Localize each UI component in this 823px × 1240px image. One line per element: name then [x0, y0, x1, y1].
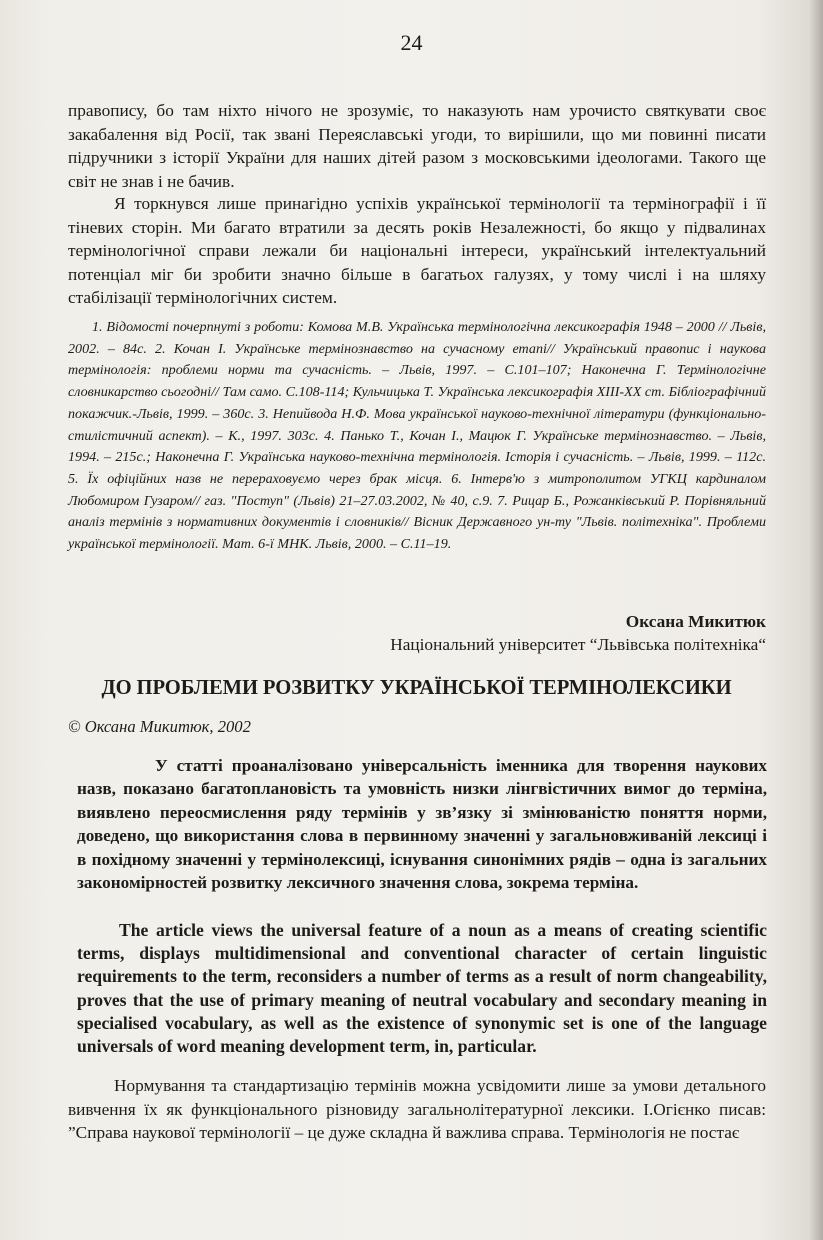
- continuation-paragraph: правопису, бо там ніхто нічого не зрозуміє, то наказують нам урочисто святкувати своє закабалення від Росії, так звані Переяславські угоди, то вирішили, що ми повинні писати підручники з історії України для наших дітей разом з московськими ідеологами. Такого ще світ не знав і не бачив.: [68, 101, 766, 191]
- author-block: [390, 610, 766, 656]
- article-body-start: Нормування та стандартизацію термінів можна усвідомити лише за умови детального вивчення їх як функціонального різновиду загальнолітературної лексики. І.Огієнко писав: ”Справа наукової термінології – це дуже складна й важлива справа. Термінологія не постає: [68, 1076, 766, 1143]
- page-edge-shadow: [809, 0, 823, 1240]
- copyright-line: © Оксана Микитюк, 2002: [68, 717, 251, 736]
- references-list: 1. Відомості почерпнуті з роботи: Комова М.В. Українська термінологічна лексикографія 1948 – 2000 // Львів, 2002. – 84с. 2. Кочан І. Українське термінознавство на сучасному етапі// Український правопис і наукова термінологія: проблеми норми та сучасність. – Львів, 1997. – С.101–107; Наконечна Г. Термінологічне словникарство сьогодні// Там само. С.108-114; Кульчицька Т. Українська лексикографія ХІІІ-ХХ ст. Бібліографічний покажчик.-Львів, 1999. – 360с. 3. Непийвода Н.Ф. Мова української науково-технічної літератури (функціонально-стилістичний аспект). – К., 1997. 303с. 4. Панько Т., Кочан І., Мацюк Г. Українське термінознавство. – Львів, 1994. – 215с.; Наконечна Г. Українська науково-технічна термінологія. Історія і сучасність. – Львів, 1999. – 112с. 5. Їх офіційних назв не перераховуємо через брак місця. 6. Інтерв'ю з митрополитом УГКЦ кардиналом Любомиром Гузаром// газ. "Поступ" (Львів) 21–27.03.2002, № 40, с.9. 7. Рицар Б., Рожанківський Р. Порівняльний аналіз термінів з нормативних документів і словників// Вісник Державного ун-ту "Львів. політехніка". Проблеми української термінології. Мат. 6-ї МНК. Львів, 2000. – С.11–19.: [68, 319, 766, 553]
- author-affiliation: Національний університет “Львівська політехніка“: [390, 635, 766, 654]
- author-name: Оксана Микитюк: [625, 612, 766, 631]
- abstract-english: The article views the universal feature of a noun as a means of creating scientific terms, displays multidimensional and conventional character of certain linguistic requirements to the term, reconsiders a number of terms as a result of norm changeability, proves that the use of primary meaning of neutral vocabulary and secondary meaning in specialised vocabulary, as well as the existence of synonymic set is one of the language universals of word meaning development term, in, particular.: [77, 920, 767, 1057]
- page-number: 24: [400, 30, 423, 55]
- closing-paragraph: Я торкнувся лише принагідно успіхів української термінології та термінографії і її тіневих сторін. Ми багато втратили за десять років Незалежності, бо якщо у підвалинах термінологічної справи лежали би національні інтереси, український інтелектуальний потенціал міг би зробити значно більше в багатьох галузях, у тому числі і на шляху стабілізації термінологічних систем.: [68, 194, 766, 308]
- article-title: ДО ПРОБЛЕМИ РОЗВИТКУ УКРАЇНСЬКОЇ ТЕРМІНОЛЕКСИКИ: [101, 677, 732, 699]
- abstract-ukrainian: У статті проаналізовано універсальність іменника для творення наукових назв, показано багатоплановість та умовність низки лінгвістичних вимог до терміна, виявлено переосмислення ряду термінів у зв’язку зі змінюваністю поняття норми, доведено, що використання слова в первинному значенні у загальновживаній лексиці і в похідному значенні у термінолексиці, існування синонімних рядів – одна із загальних закономірностей розвитку лексичного значення слова, зокрема терміна.: [77, 756, 767, 893]
